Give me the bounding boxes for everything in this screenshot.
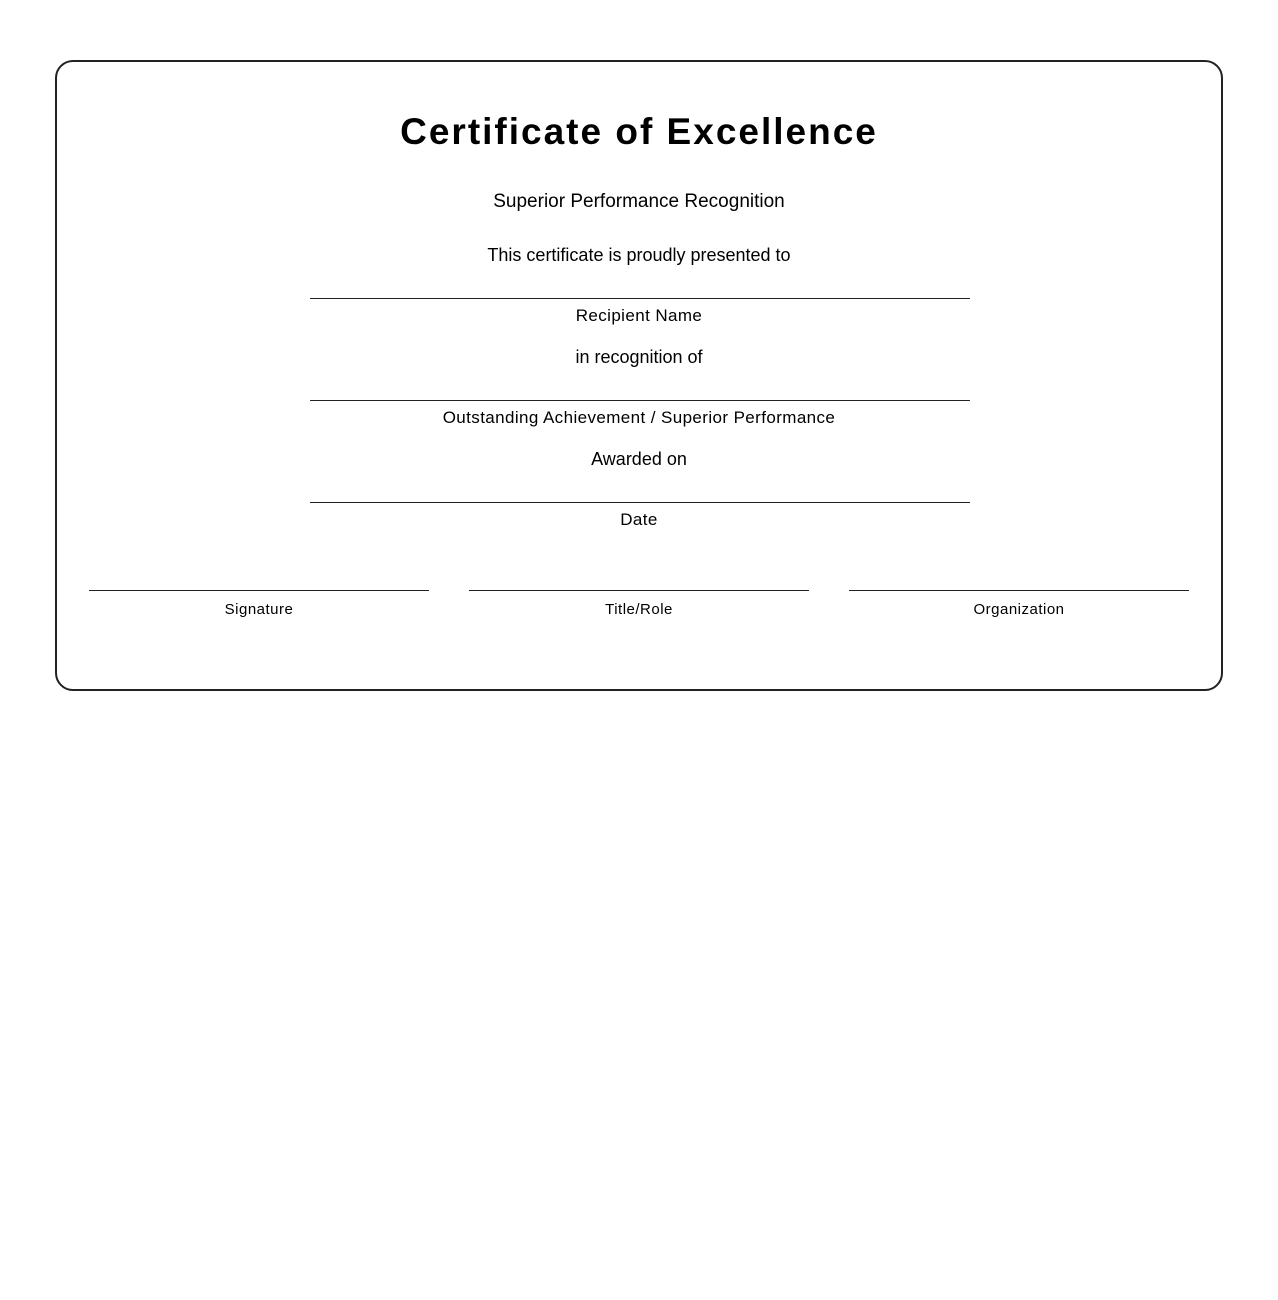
organization-line <box>849 590 1189 591</box>
title-role-block <box>469 590 809 619</box>
signature-block <box>89 590 429 619</box>
achievement-label: Outstanding Achievement / Superior Performance <box>442 408 836 427</box>
recipient-name-label: Recipient Name <box>575 306 703 325</box>
signature-label: Signature <box>224 601 294 618</box>
signature-line <box>89 590 429 591</box>
achievement-line <box>310 400 970 401</box>
organization-block <box>849 590 1189 619</box>
recognition-text: in recognition of <box>575 347 703 367</box>
organization-label: Organization <box>973 601 1065 618</box>
title-role-label: Title/Role <box>605 601 673 618</box>
date-line <box>310 502 970 503</box>
certificate <box>55 60 1223 691</box>
date-label: Date <box>620 510 658 529</box>
certificate-subtitle: Superior Performance Recognition <box>493 191 785 212</box>
presented-to-text: This certificate is proudly presented to <box>487 245 791 265</box>
certificate-title: Certificate of Excellence <box>400 111 878 152</box>
awarded-on-text: Awarded on <box>591 449 687 469</box>
title-role-line <box>469 590 809 591</box>
recipient-name-line <box>310 298 970 299</box>
